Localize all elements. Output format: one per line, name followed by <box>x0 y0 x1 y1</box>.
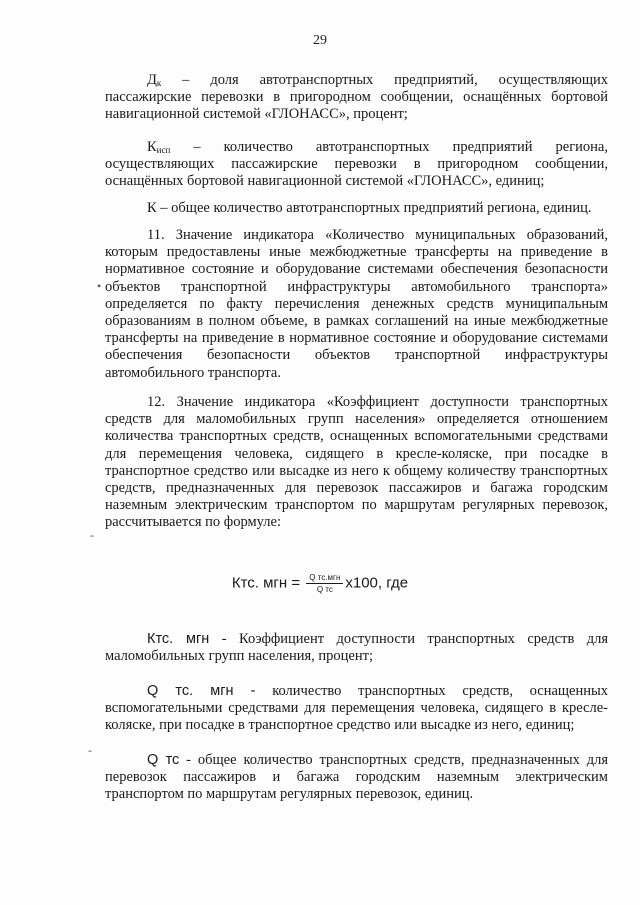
formula <box>0 572 640 595</box>
dk-text: – доля автотранспортных предприятий, осуществляющих пассажирские перевозки в пригородном сообщении, оснащённых бортовой навигационной системой «ГЛОНАСС», процент; <box>105 72 608 123</box>
paragraph-k <box>105 200 608 217</box>
paragraph-kisp <box>105 139 608 191</box>
k-text: К – общее количество автотранспортных предприятий региона, единиц. <box>147 200 592 216</box>
formula-lhs: Ктс. мгн = <box>231 574 301 592</box>
item-11 <box>105 227 608 382</box>
scan-mark: - <box>88 743 92 757</box>
definition-ktc <box>105 631 608 665</box>
formula-fraction <box>306 572 343 595</box>
definition-qtc <box>105 752 608 804</box>
qtc-text: - общее количество транспортных средств, предназначенных для перевозок пассажиров и багажа городским наземным электрическим транспортом по маршрутам регулярных перевозок, единиц. <box>105 752 608 803</box>
ktc-term: Ктс. мгн <box>147 631 210 647</box>
qtcmgn-term: Q тс. мгн - <box>147 683 256 699</box>
item-12-text: 12. Значение индикатора «Коэффициент доступности транспортных средств для маломобильных групп населения» определяется отношением количества транспортных средств, оснащенных вспомогательными средствами для перемещения человека, сидящего в кресле-коляске, при посадке в транспортное средство или высадке из него к общему количеству транспортных средств, предназначенных для перевозок пассажиров и багажа городским наземным электрическим транспортом по маршрутам регулярных перевозок, рассчитывается по формуле: <box>105 394 608 531</box>
formula-rhs: х100, где <box>345 574 409 592</box>
formula-denominator: Q тс <box>316 585 333 594</box>
kisp-symbol: К <box>147 139 157 155</box>
dk-subscript: к <box>156 78 162 88</box>
page-number: 29 <box>313 33 327 48</box>
item-12 <box>105 394 608 532</box>
paragraph-dk <box>105 72 608 124</box>
scan-mark: - <box>90 528 94 542</box>
formula-numerator: Q тс.мгн <box>306 572 343 584</box>
kisp-subscript: исп <box>156 145 171 155</box>
dk-symbol: Д <box>147 72 157 88</box>
qtcmgn-text: количество транспортных средств, оснащенных вспомогательными средствами для перемещения человека, сидящего в кресле-коляске, при посадке в транспортное средство или высадке из него, единиц; <box>105 683 609 734</box>
kisp-text: – количество автотранспортных предприятий региона, осуществляющих пассажирские перевозки в пригородном сообщении, оснащённых бортовой навигационной системой «ГЛОНАСС», единиц; <box>105 139 608 190</box>
scan-mark: • <box>97 279 102 293</box>
definition-qtcmgn <box>105 683 608 735</box>
ktc-text: - Коэффициент доступности транспортных средств для маломобильных групп населения, процент; <box>105 631 609 665</box>
item-11-text: 11. Значение индикатора «Количество муниципальных образований, которым предоставлены иные межбюджетные трансферты на приведение в нормативное состояние и оборудование системами обеспечения безопасности объектов транспортной инфраструктуры автомобильного транспорта» определяется по факту перечисления денежных средств муниципальным образованиям в полном объеме, в рамках соглашений на иные межбюджетные трансферты на приведение в нормативное состояние и оборудование системами обеспечения безопасности объектов транспортной инфраструктуры автомобильного транспорта. <box>105 227 608 381</box>
qtc-term: Q тс <box>147 752 180 768</box>
